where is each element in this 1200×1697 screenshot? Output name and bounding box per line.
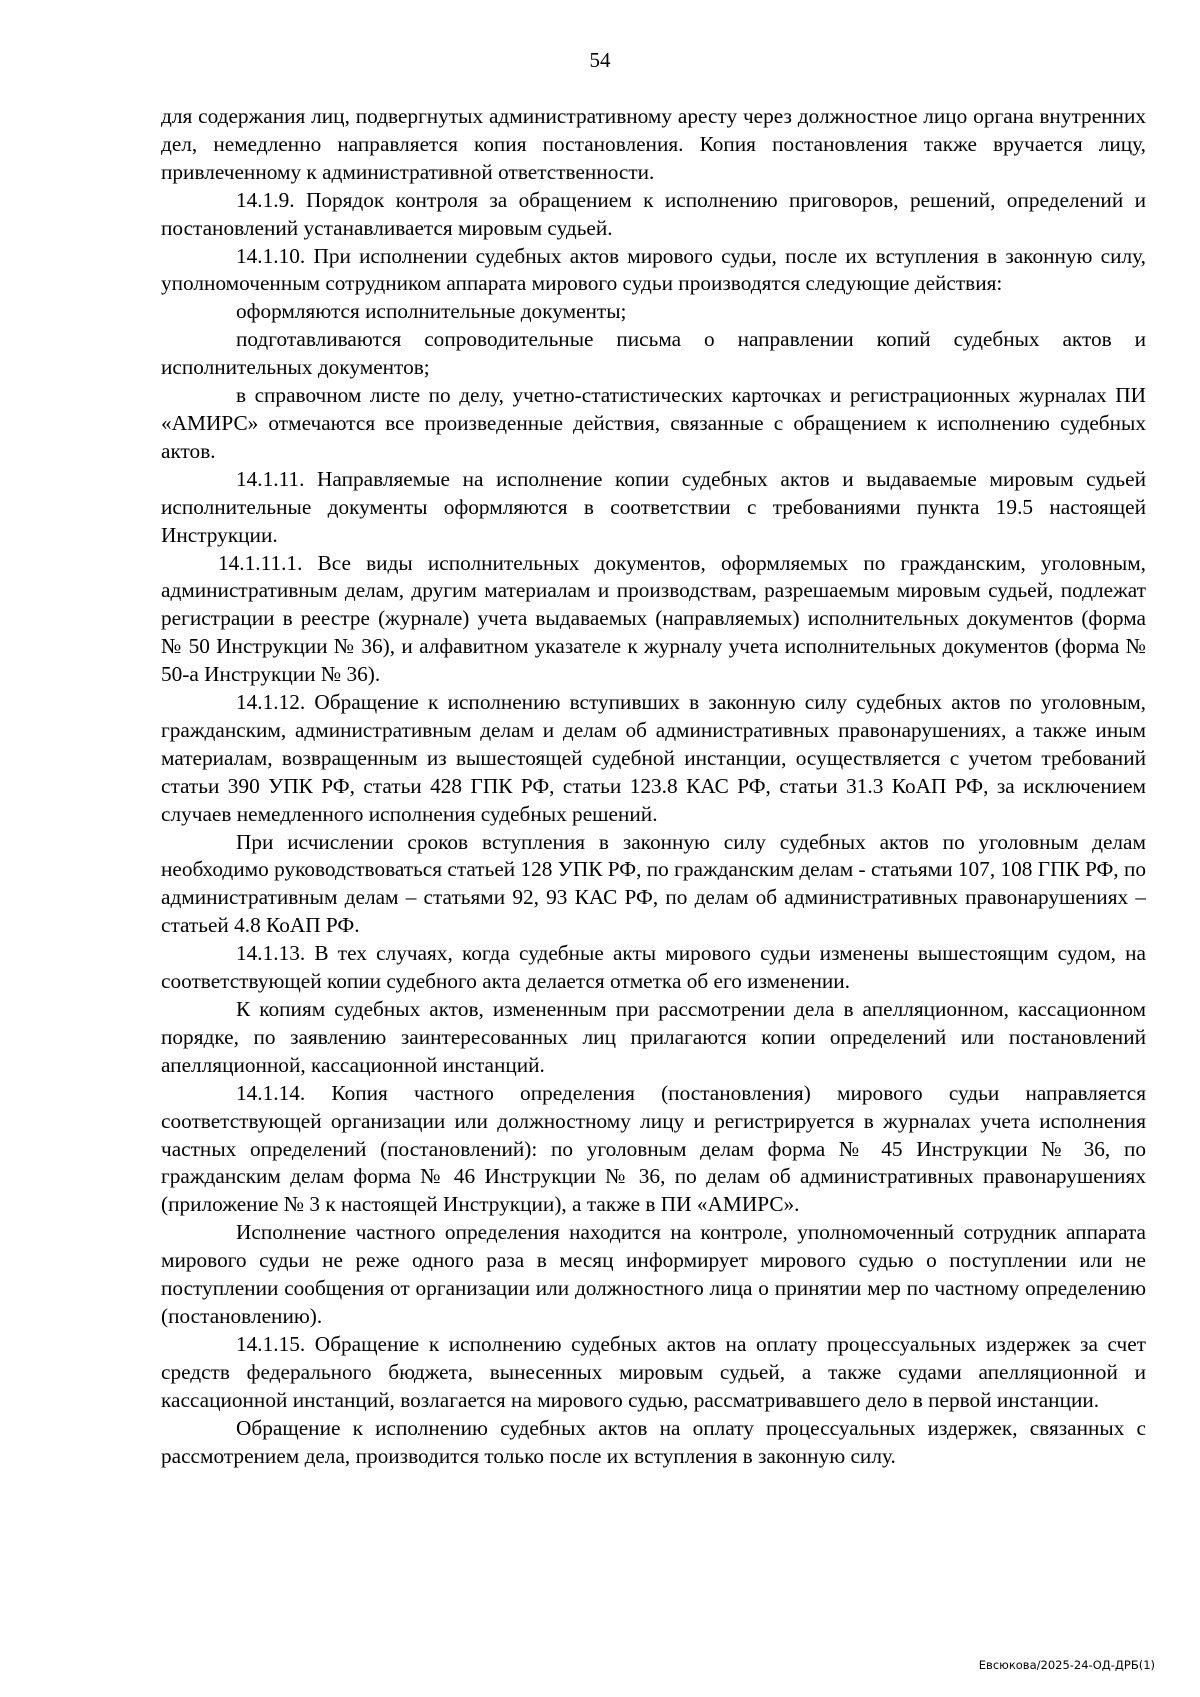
paragraph-14-1-14: 14.1.14. Копия частного определения (постановления) мирового судьи направляется соответствующей организации или должностному лицу и регистрируется в журналах учета исполнения частных определений (постановлений): по уголовным делам форма № 45 Инструкции № 36, по гражданским делам форма № 46 Инструкции № 36, по делам об административных правонарушениях (приложение № 3 к настоящей Инструкции), а также в ПИ «АМИРС».: [161, 1080, 1146, 1217]
paragraph-14-1-15: 14.1.15. Обращение к исполнению судебных актов на оплату процессуальных издержек за счет средств федерального бюджета, вынесенных мировым судьей, а также судами апелляционной и кассационной инстанций, возлагается на мирового судью, рассматривавшего дело в первой инстанции.: [161, 1331, 1146, 1412]
paragraph-arrest-copy: для содержания лиц, подвергнутых административному аресту через должностное лицо органа внутренних дел, немедленно направляется копия постановления. Копия постановления также вручается лицу, привлеченному к административной ответственности.: [161, 104, 1146, 184]
paragraph-14-1-12: 14.1.12. Обращение к исполнению вступивших в законную силу судебных актов по уголовным, гражданским, административным делам и делам об административных правонарушениях, а также иным материалам, возвращенным из вышестоящей судебной инстанции, осуществляется с учетом требований статьи 390 УПК РФ, статьи 428 ГПК РФ, статьи 123.8 КАС РФ, статьи 31.3 КоАП РФ, за исключением случаев немедленного исполнения судебных решений.: [161, 690, 1146, 826]
paragraph-14-1-9: 14.1.9. Порядок контроля за обращением к исполнению приговоров, решений, определений и постановлений устанавливается мировым судьей.: [161, 187, 1146, 240]
paragraph-14-1-10: 14.1.10. При исполнении судебных актов мирового судьи, после их вступления в законную силу, уполномоченным сотрудником аппарата мирового судьи производятся следующие действия:: [161, 243, 1146, 296]
paragraph-amended-acts-copies: К копиям судебных актов, измененным при рассмотрении дела в апелляционном, кассационном порядке, по заявлению заинтересованных лиц прилагаются копии определений или постановлений апелляционной, кассационной инстанций.: [161, 997, 1146, 1077]
footer-document-stamp: Евсюкова/2025-24-ОД-ДРБ(1): [978, 1658, 1155, 1672]
paragraph-term-calculation: При исчислении сроков вступления в законную силу судебных актов по уголовным делам необходимо руководствоваться статьей 128 УПК РФ, по гражданским делам - статьями 107, 108 ГПК РФ, по административным делам – статьями 92, 93 КАС РФ, по делам об административных правонарушениях – статьей 4.8 КоАП РФ.: [161, 829, 1146, 938]
list-item-amirs-records: в справочном листе по делу, учетно-статистических карточках и регистрационных журналах ПИ «АМИРС» отмечаются все произведенные действия, связанные с обращением к исполнению судебных актов.: [161, 383, 1146, 463]
paragraph-procedural-costs: Обращение к исполнению судебных актов на оплату процессуальных издержек, связанных с рассмотрением дела, производится только после их вступления в законную силу.: [161, 1415, 1146, 1468]
paragraph-14-1-13: 14.1.13. В тех случаях, когда судебные акты мирового судьи изменены вышестоящим судом, на соответствующей копии судебного акта делается отметка об его изменении.: [161, 941, 1146, 994]
list-item-execution-documents: оформляются исполнительные документы;: [236, 299, 627, 324]
list-item-cover-letters: подготавливаются сопроводительные письма о направлении копий судебных актов и исполнительных документов;: [161, 327, 1146, 380]
page-number: 54: [589, 48, 611, 72]
document-body: [161, 103, 1146, 1470]
paragraph-private-ruling-control: Исполнение частного определения находится на контроле, уполномоченный сотрудник аппарата мирового судьи не реже одного раза в месяц информирует мирового судью о поступлении или не поступлении сообщения от организации или должностного лица о принятии мер по частному определению (постановлению).: [161, 1220, 1146, 1328]
paragraph-14-1-11-1: 14.1.11.1. Все виды исполнительных документов, оформляемых по гражданским, уголовным, административным делам, другим материалам и производствам, разрешаемым мировым судьей, подлежат регистрации в реестре (журнале) учета выдаваемых (направляемых) исполнительных документов (форма № 50 Инструкции № 36), и алфавитном указателе к журналу учета исполнительных документов (форма № 50-а Инструкции № 36).: [161, 550, 1146, 687]
paragraph-14-1-11: 14.1.11. Направляемые на исполнение копии судебных актов и выдаваемые мировым судьей исполнительные документы оформляются в соответствии с требованиями пункта 19.5 настоящей Инструкции.: [161, 466, 1146, 547]
